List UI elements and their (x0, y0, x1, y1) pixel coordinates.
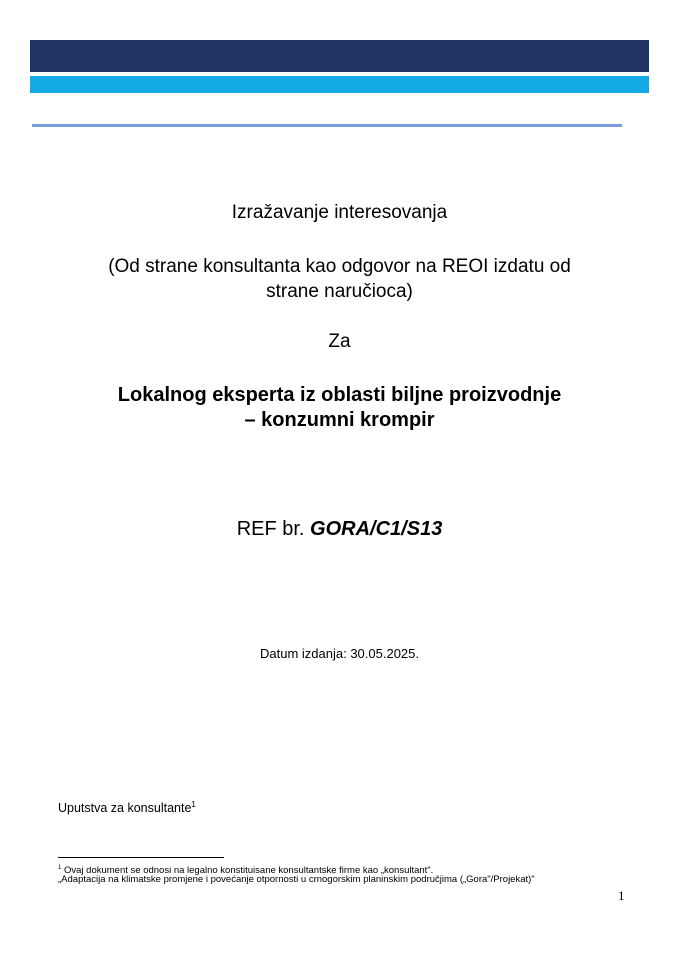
reference (0, 518, 679, 541)
issue-date: Datum izdanja: 30.05.2025. (260, 646, 419, 661)
footnote-2: „Adaptacija na klimatske promjene i povećanje otpornosti u crnogorskim planinskim područjima („Gora"/Projekat)" (58, 874, 535, 885)
position-line-2: – konzumni krompir (244, 409, 435, 431)
document-title: Izražavanje interesovanja (231, 202, 448, 223)
position-line-1: Lokalnog eksperta iz oblasti biljne proizvodnje (117, 384, 562, 406)
document-subtitle (0, 254, 679, 304)
header-band-light (30, 76, 649, 93)
header-band-dark (30, 40, 649, 72)
ref-label: REF br. (236, 518, 305, 540)
position-title (0, 383, 679, 433)
footnote-mark: 1 (58, 865, 62, 871)
footnote-reference[interactable]: 1 (191, 800, 196, 809)
instructions-text: Uputstva za konsultante (58, 801, 192, 816)
for-label: Za (328, 331, 351, 352)
instructions-heading (58, 800, 196, 815)
footnote-1-text: Ovaj dokument se odnosi na legalno konstituisane konsultantske firme kao „konsultant". (63, 865, 434, 877)
footnote-separator (58, 857, 224, 858)
header-rule (32, 124, 622, 127)
page-number: 1 (618, 888, 625, 903)
subtitle-line-1: (Od strane konsultanta kao odgovor na REOI izdatu od (108, 256, 571, 277)
subtitle-line-2: strane naručioca) (266, 281, 413, 302)
ref-code: GORA/C1/S13 (310, 518, 443, 540)
